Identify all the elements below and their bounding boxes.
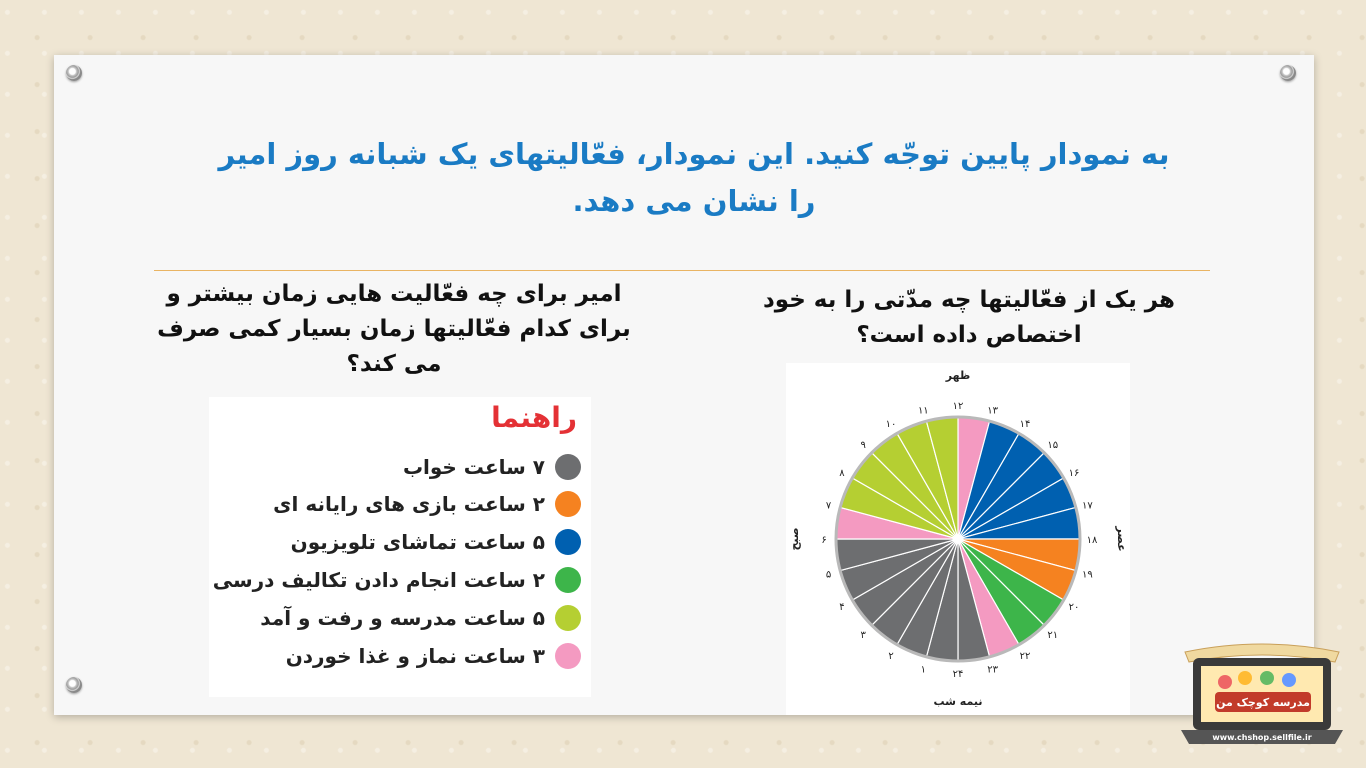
hour-tick-label: ۱۹ bbox=[1082, 569, 1093, 581]
logo bbox=[1175, 640, 1349, 752]
pin-icon bbox=[1280, 65, 1296, 81]
slide-title: به نمودار پایین توجّه کنید. این نمودار، فعّالیتهای یک شبانه روز امیر را نشان می دهد. bbox=[218, 137, 1170, 218]
legend bbox=[209, 397, 591, 697]
hour-tick-label: ۳ bbox=[860, 629, 866, 641]
hour-tick-label: ۷ bbox=[825, 500, 832, 512]
circle-icon bbox=[555, 605, 581, 631]
hour-tick-label: ۱۴ bbox=[1019, 418, 1031, 430]
direction-label: صبح bbox=[788, 527, 801, 551]
legend-item bbox=[260, 601, 581, 635]
divider bbox=[154, 270, 1210, 271]
hour-tick-label: ۱۲ bbox=[952, 401, 964, 412]
hour-tick-label: ۲ bbox=[888, 651, 894, 663]
pie-chart bbox=[786, 363, 1130, 715]
hour-tick-label: ۲۱ bbox=[1047, 629, 1059, 641]
activity-clock-chart bbox=[786, 363, 1130, 715]
laptop-logo-icon bbox=[1175, 640, 1349, 752]
legend-label: ۲ ساعت بازی های رایانه ای bbox=[273, 492, 545, 516]
legend-item bbox=[273, 487, 581, 521]
pin-icon bbox=[66, 65, 82, 81]
circle-icon bbox=[555, 567, 581, 593]
logo-text: مدرسه کوچک من bbox=[1216, 696, 1310, 709]
legend-item bbox=[286, 639, 581, 673]
legend-label: ۲ ساعت انجام دادن تکالیف درسی bbox=[212, 568, 545, 592]
legend-label: ۷ ساعت خواب bbox=[402, 455, 545, 479]
legend-item bbox=[403, 450, 581, 484]
hour-tick-label: ۲۰ bbox=[1068, 602, 1080, 613]
legend-label: ۵ ساعت تماشای تلویزیون bbox=[290, 530, 545, 554]
hour-tick-label: ۶ bbox=[821, 535, 827, 546]
legend-label: ۳ ساعت نماز و غذا خوردن bbox=[285, 644, 545, 668]
legend-title: راهنما bbox=[491, 401, 577, 434]
slide-card bbox=[54, 55, 1314, 715]
legend-label: ۵ ساعت مدرسه و رفت و آمد bbox=[260, 606, 545, 630]
legend-item bbox=[291, 525, 581, 559]
hour-tick-label: ۱۷ bbox=[1082, 500, 1093, 512]
legend-item bbox=[213, 563, 581, 597]
hour-tick-label: ۲۴ bbox=[952, 669, 964, 680]
pin-icon bbox=[66, 677, 82, 693]
hour-tick-label: ۴ bbox=[839, 602, 845, 613]
circle-icon bbox=[555, 491, 581, 517]
hour-tick-label: ۱۸ bbox=[1086, 535, 1098, 546]
hour-tick-label: ۱۶ bbox=[1068, 468, 1080, 479]
hour-tick-label: ۲۳ bbox=[987, 664, 999, 676]
circle-icon bbox=[555, 529, 581, 555]
hour-tick-label: ۸ bbox=[839, 468, 845, 479]
hour-tick-label: ۱ bbox=[920, 664, 927, 676]
circle-icon bbox=[555, 643, 581, 669]
direction-label: عصر bbox=[1115, 526, 1128, 552]
direction-label: نیمه شب bbox=[933, 695, 983, 708]
direction-label: ظهر bbox=[945, 369, 971, 382]
hour-tick-label: ۱۱ bbox=[917, 405, 929, 417]
hour-tick-label: ۲۲ bbox=[1019, 651, 1031, 663]
circle-icon bbox=[555, 454, 581, 480]
hour-tick-label: ۱۵ bbox=[1047, 440, 1059, 452]
hour-tick-label: ۹ bbox=[860, 440, 866, 452]
hour-tick-label: ۱۳ bbox=[987, 405, 999, 417]
hour-tick-label: ۱۰ bbox=[885, 418, 897, 430]
question-right: هر یک از فعّالیتها چه مدّتی را به خود اختصاص داده است؟ bbox=[762, 287, 1175, 348]
hour-tick-label: ۵ bbox=[825, 569, 832, 581]
question-left: امیر برای چه فعّالیت هایی زمان بیشتر و برای کدام فعّالیتها زمان بسیار کمی صرف می کند؟ bbox=[157, 281, 631, 377]
logo-url: www.chshop.sellfile.ir bbox=[1212, 733, 1312, 742]
